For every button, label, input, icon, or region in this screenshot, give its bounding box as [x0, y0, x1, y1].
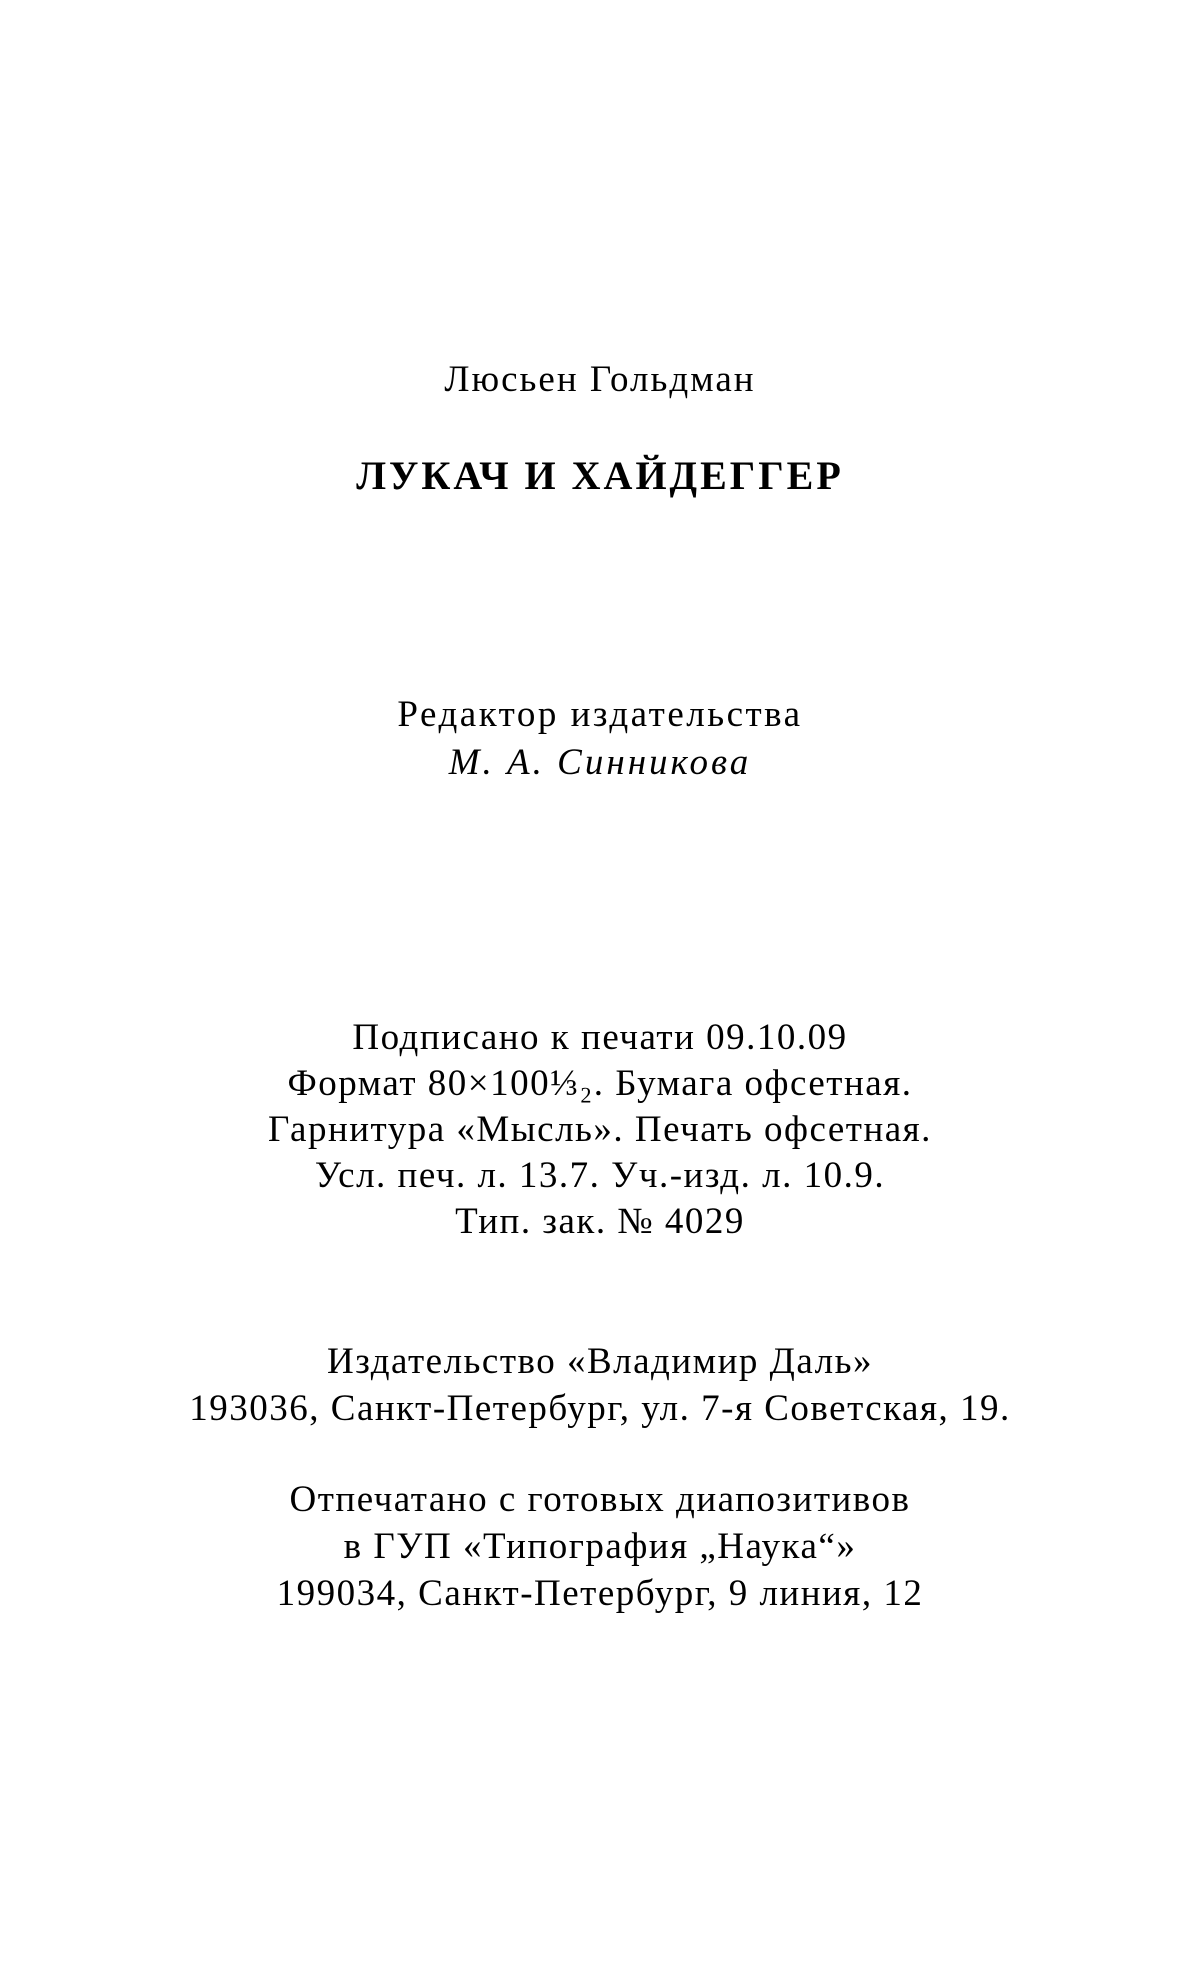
imprint-sheets: Усл. печ. л. 13.7. Уч.-изд. л. 10.9.: [314, 1155, 886, 1196]
printer-name: в ГУП «Типография „Наука“»: [343, 1526, 857, 1567]
imprint-order-number: Тип. зак. № 4029: [455, 1201, 745, 1242]
publisher-name: Издательство «Владимир Даль»: [327, 1341, 873, 1382]
imprint-format: Формат 80×100⅓₂. Бумага офсетная.: [287, 1063, 913, 1104]
imprint-signed-date: Подписано к печати 09.10.09: [352, 1017, 848, 1058]
printer-note: Отпечатано с готовых диапозитивов: [289, 1479, 911, 1520]
author-name: Люсьен Гольдман: [444, 359, 756, 400]
publisher-address: 193036, Санкт-Петербург, ул. 7-я Советская, 19.: [189, 1388, 1011, 1429]
editor-name: М. А. Синникова: [448, 742, 752, 783]
book-title: ЛУКАЧ И ХАЙДЕГГЕР: [356, 453, 844, 498]
printer-address: 199034, Санкт-Петербург, 9 линия, 12: [276, 1573, 924, 1614]
editor-label: Редактор издательства: [397, 694, 803, 735]
imprint-typeface: Гарнитура «Мысль». Печать офсетная.: [268, 1109, 932, 1150]
